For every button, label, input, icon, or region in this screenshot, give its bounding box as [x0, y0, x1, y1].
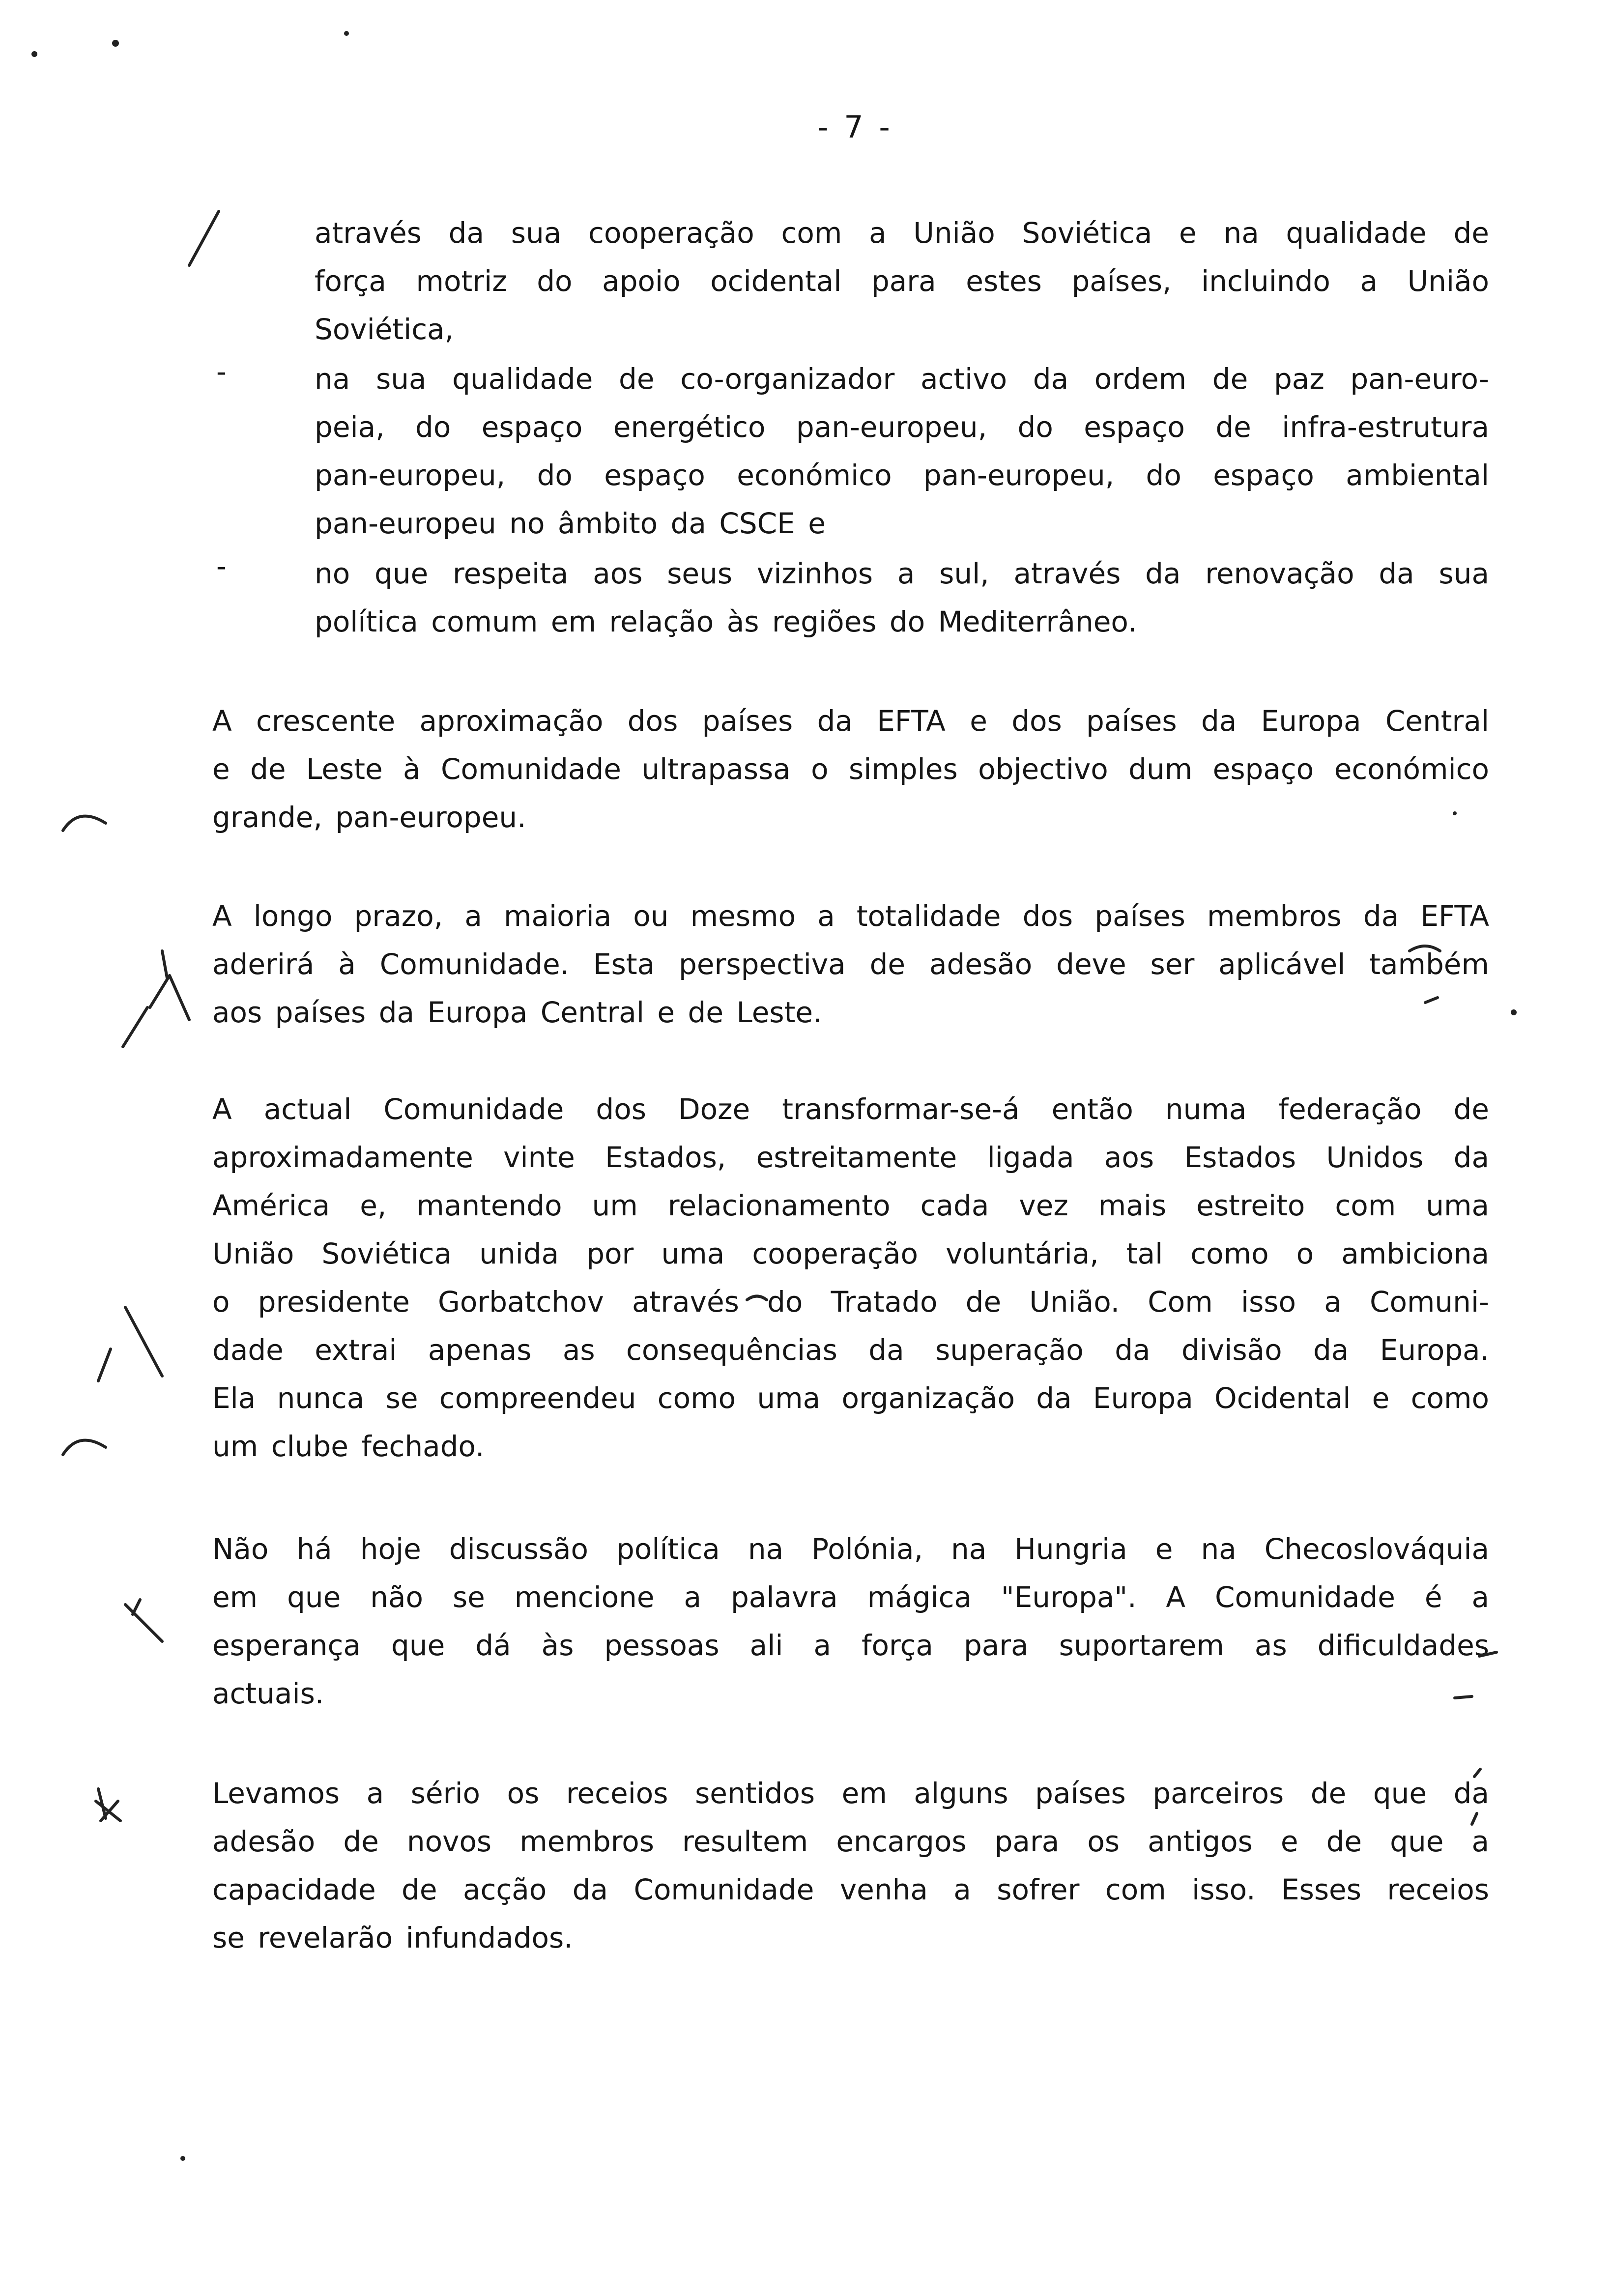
text-line: pan-europeu, do espaço económico pan-europeu, do espaço ambiental	[315, 459, 1489, 492]
text-line: A actual Comunidade dos Doze transformar-se-á então numa federação de	[212, 1092, 1489, 1126]
text-line: Não há hoje discussão política na Polónia, na Hungria e na Checoslováquia	[212, 1532, 1489, 1566]
text-line: dade extrai apenas as consequências da superação da divisão da Europa.	[212, 1333, 1489, 1367]
text-line: aproximadamente vinte Estados, estreitamente ligada aos Estados Unidos da	[212, 1141, 1489, 1174]
text-line: aderirá à Comunidade. Esta perspectiva de adesão deve ser aplicável também	[212, 947, 1489, 981]
list-bullet-dash: -	[216, 549, 227, 583]
text-line: actuais.	[212, 1677, 324, 1710]
text-line: Soviética,	[315, 313, 454, 346]
list-bullet-dash: -	[216, 355, 227, 388]
text-line: América e, mantendo um relacionamento cada vez mais estreito com uma	[212, 1189, 1489, 1222]
text-line: aos países da Europa Central e de Leste.	[212, 996, 822, 1029]
text-line: política comum em relação às regiões do Mediterrâneo.	[315, 605, 1137, 638]
page-number: - 7 -	[817, 109, 893, 145]
text-line: força motriz do apoio ocidental para estes países, incluindo a União	[315, 264, 1489, 298]
text-line: peia, do espaço energético pan-europeu, do espaço de infra-estrutura	[315, 410, 1489, 444]
text-line: através da sua cooperação com a União Soviética e na qualidade de	[315, 216, 1489, 250]
text-line: o presidente Gorbatchov através do Tratado de União. Com isso a Comuni-	[212, 1285, 1489, 1319]
text-line: pan-europeu no âmbito da CSCE e	[315, 507, 826, 540]
text-line: adesão de novos membros resultem encargos para os antigos e de que a	[212, 1825, 1489, 1858]
text-line: um clube fechado.	[212, 1430, 485, 1463]
text-line: esperança que dá às pessoas ali a força para suportarem as dificuldades	[212, 1629, 1489, 1662]
text-line: no que respeita aos seus vizinhos a sul, através da renovação da sua	[315, 557, 1489, 590]
text-line: capacidade de acção da Comunidade venha a sofrer com isso. Esses receios	[212, 1873, 1489, 1906]
text-line: União Soviética unida por uma cooperação voluntária, tal como o ambiciona	[212, 1237, 1489, 1270]
text-line: A crescente aproximação dos países da EFTA e dos países da Europa Central	[212, 704, 1489, 738]
text-line: e de Leste à Comunidade ultrapassa o simples objectivo dum espaço económico	[212, 752, 1489, 786]
text-line: A longo prazo, a maioria ou mesmo a totalidade dos países membros da EFTA	[212, 899, 1489, 933]
text-line: Levamos a sério os receios sentidos em alguns países parceiros de que da	[212, 1777, 1489, 1810]
text-line: se revelarão infundados.	[212, 1921, 573, 1954]
text-line: Ela nunca se compreendeu como uma organização da Europa Ocidental e como	[212, 1381, 1489, 1415]
text-line: na sua qualidade de co-organizador activo da ordem de paz pan-euro-	[315, 362, 1489, 396]
text-line: grande, pan-europeu.	[212, 801, 526, 834]
text-line: em que não se mencione a palavra mágica "Europa". A Comunidade é a	[212, 1580, 1489, 1614]
